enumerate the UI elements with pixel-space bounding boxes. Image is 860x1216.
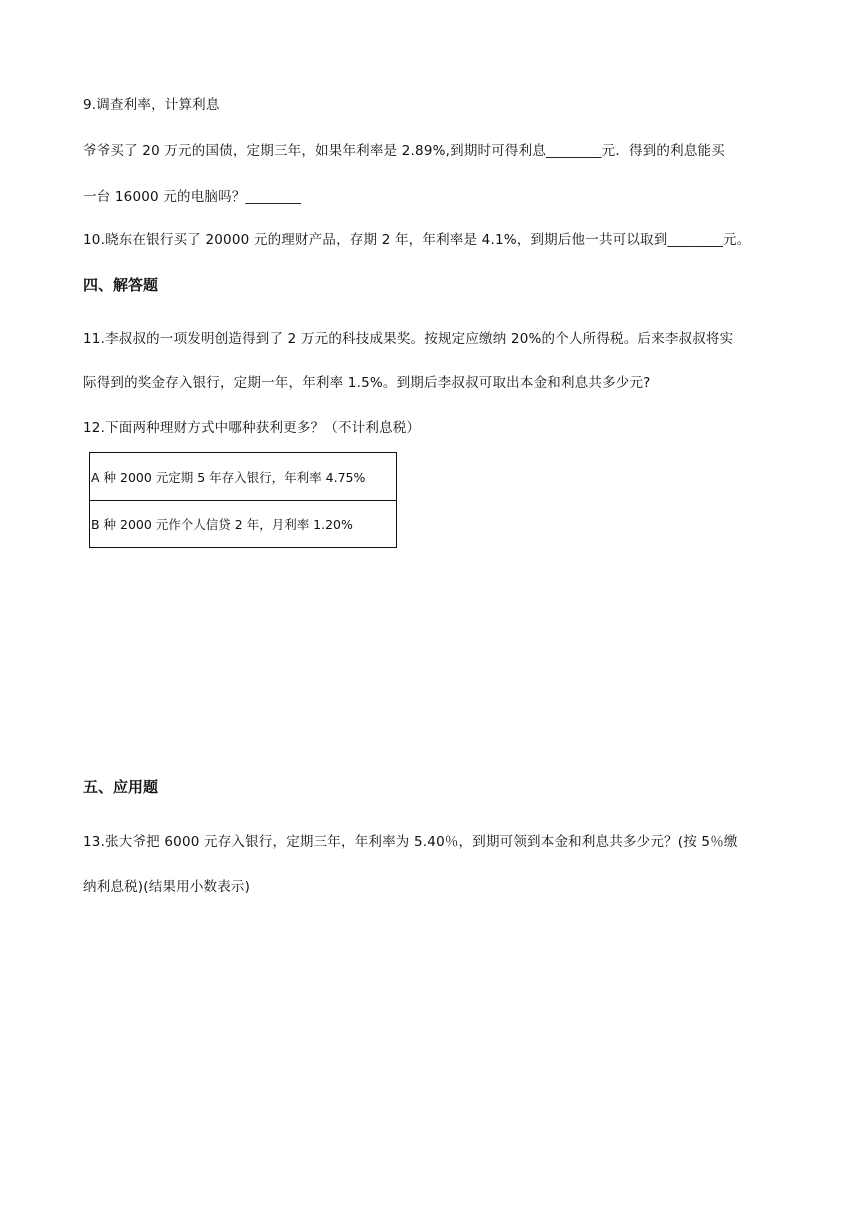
table-row-a: A 种 2000 元定期 5 年存入银行，年利率 4.75%	[91, 469, 366, 485]
question-9-line-2: 一台 16000 元的电脑吗？________	[83, 189, 302, 205]
question-11-line-1: 11.李叔叔的一项发明创造得到了 2 万元的科技成果奖。按规定应缴纳 20%的个人所得税。后来李叔叔将实	[83, 331, 734, 347]
question-10: 10.晓东在银行买了 20000 元的理财产品，存期 2 年，年利率是 4.1%，到期后他一共可以取到________元。	[83, 232, 751, 248]
question-12: 12.下面两种理财方式中哪种获利更多？（不计利息税）	[83, 420, 421, 436]
question-9-line-1: 爷爷买了 20 万元的国债，定期三年，如果年利率是 2.89%,到期时可得利息________元．得到的利息能买	[83, 143, 725, 159]
section-five-heading: 五、应用题	[83, 778, 159, 796]
question-13-line-2: 纳利息税)(结果用小数表示)	[83, 879, 251, 895]
question-13-line-1: 13.张大爷把 6000 元存入银行，定期三年，年利率为 5.40％，到期可领到本金和利息共多少元？(按 5％缴	[83, 834, 738, 850]
comparison-table	[89, 452, 397, 548]
section-four-heading: 四、解答题	[83, 276, 159, 294]
question-9-title: 9.调查利率，计算利息	[83, 97, 220, 113]
question-11-line-2: 际得到的奖金存入银行，定期一年，年利率 1.5%。到期后李叔叔可取出本金和利息共多少元?	[83, 375, 651, 391]
table-row-b: B 种 2000 元作个人信贷 2 年，月利率 1.20%	[90, 500, 396, 547]
